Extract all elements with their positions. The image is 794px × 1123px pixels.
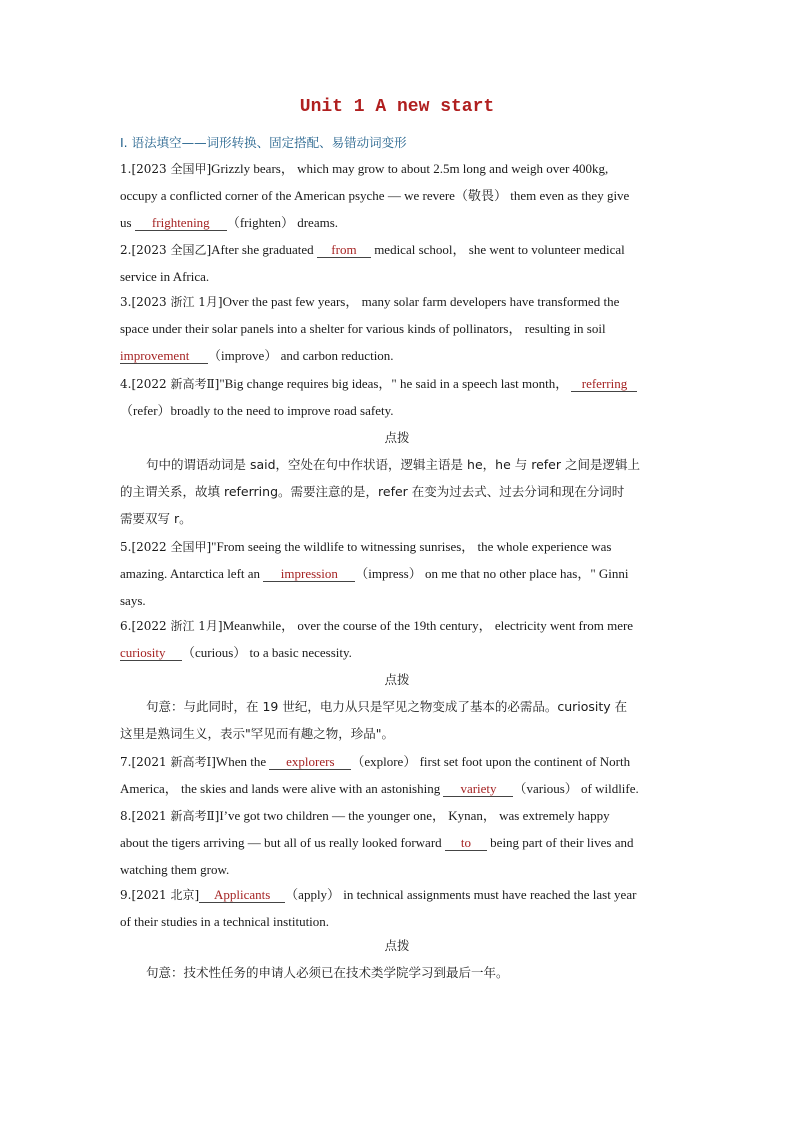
tip-heading: 点拨 [384,672,410,687]
item-4-line-2: （refer）broadly to the need to improve road safety. [120,403,394,418]
answer-blank: from [317,242,371,258]
item-1-line-1: 1.[2023 全国甲]Grizzly bears， which may grow to about 2.5m long and weigh over 400kg, [120,161,609,176]
item-2-line-2: service in Africa. [120,269,210,284]
tip-3-line-1: 句意：技术性任务的申请人必须已在技术类学院学习到最后一年。 [146,965,509,980]
answer-blank: curiosity [120,645,182,661]
tip-heading: 点拨 [384,430,410,445]
item-8-line-3: watching them grow. [120,862,230,877]
item-8-line-1: 8.[2021 新高考Ⅱ]I’ve got two children — the younger one， Kynan， was extremely happy [120,808,610,823]
item-5-line-1: 5.[2022 全国甲]"From seeing the wildlife to witnessing sunrises， the whole experience was [120,539,612,554]
section-heading: Ⅰ. 语法填空——词形转换、固定搭配、易错动词变形 [120,135,407,150]
answer-blank: referring [571,376,637,392]
item-5-line-2: amazing. Antarctica left an impression （impress） on me that no other place has，" Ginni [120,566,629,581]
answer-blank: improvement [120,348,208,364]
item-6-line-1: 6.[2022 浙江 1月]Meanwhile， over the course of the 19th century， electricity went from mere [120,618,634,633]
answer-blank: to [445,835,487,851]
tip-1-line-3: 需要双写 r。 [120,511,192,526]
answer-blank: explorers [269,754,351,770]
item-3-line-3: improvement （improve） and carbon reduction. [120,348,394,363]
tip-2-line-2: 这里是熟词生义，表示"罕见而有趣之物，珍品"。 [120,726,394,741]
page-title: Unit 1 A new start [299,97,495,117]
item-4-line-1: 4.[2022 新高考Ⅱ]"Big change requires big ideas，" he said in a speech last month， referring [120,375,680,393]
answer-blank: Applicants [199,887,285,903]
tip-1-line-2: 的主谓关系，故填 referring。需要注意的是，refer 在变为过去式、过去分词和现在分词时 [120,484,625,499]
tip-2-line-1: 句意：与此同时，在 19 世纪，电力从只是罕见之物变成了基本的必需品。curiosity 在 [146,699,628,714]
item-9-line-2: of their studies in a technical institution. [120,914,330,929]
item-3-line-2: space under their solar panels into a shelter for various kinds of pollinators， resulting in soil [120,321,606,336]
item-9-line-1: 9.[2021 北京] Applicants （apply） in technical assignments must have reached the last year [120,887,637,902]
answer-blank: impression [263,566,355,582]
answer-blank: variety [443,781,513,797]
item-7-line-1: 7.[2021 新高考Ⅰ]When the explorers （explore） first set foot upon the continent of North [120,754,631,769]
item-2-line-1: 2.[2023 全国乙]After she graduated from medical school， she went to volunteer medical [120,242,625,257]
item-6-line-2: curiosity （curious） to a basic necessity. [120,645,352,660]
item-8-line-2: about the tigers arriving — but all of us really looked forward to being part of their lives and [120,835,634,850]
tip-heading: 点拨 [384,938,410,953]
item-1-line-3: us frightening （frighten） dreams. [120,215,339,230]
item-1-line-2: occupy a conflicted corner of the American psyche — we revere（敬畏） them even as they give [120,188,630,203]
tip-1-line-1: 句中的谓语动词是 said，空处在句中作状语，逻辑主语是 he，he 与 refer 之间是逻辑上 [146,457,640,472]
item-3-line-1: 3.[2023 浙江 1月]Over the past few years， many solar farm developers have transformed the [120,294,620,309]
item-5-line-3: says. [120,593,146,608]
item-7-line-2: America， the skies and lands were alive with an astonishing variety （various） of wildlife. [120,781,639,796]
answer-blank: frightening [135,215,227,231]
